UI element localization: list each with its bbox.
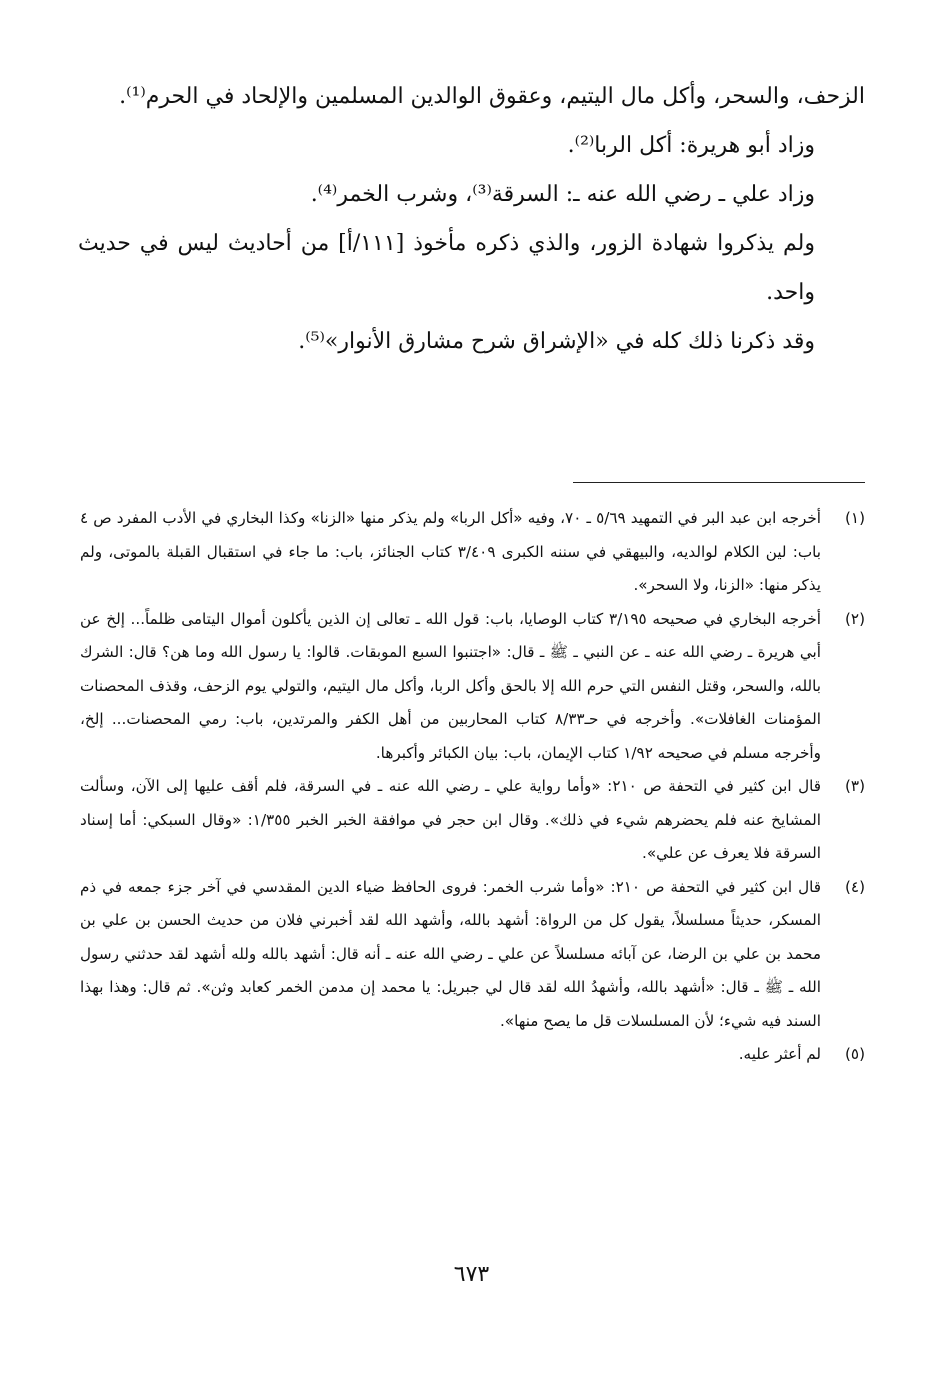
footnote-4 [80,871,865,1039]
main-text-body [78,72,865,366]
footnote-number: (٣) [844,777,865,795]
footnote-1 [80,502,865,603]
footnote-2 [80,603,865,771]
footnote-5 [80,1038,865,1072]
footnote-text: أخرجه ابن عبد البر في التمهيد ٥/٦٩ ـ ٧٠، وفيه «أكل الربا» ولم يذكر منها «الزنا» وكذا البخاري في الأدب المفرد ص ٤ باب: لين الكلام لوالديه، والبيهقي في سننه الكبرى ٣/٤٠٩ كتاب الجنائز، باب: ما جاء في استقبال القبلة بالموتى، ولم يذكر منها: «الزنا، ولا السحر». [80,509,821,594]
footnote-text: لم أعثر عليه. [738,1045,821,1063]
footnotes-section [80,502,865,1072]
footnote-number: (٢) [844,609,865,628]
main-paragraph-5: وقد ذكرنا ذلك كله في «الإشراق شرح مشارق الأنوار»⁽⁵⁾. [298,329,815,354]
footnote-number: (١) [844,509,865,527]
page-number: ٦٧٣ [453,1262,490,1287]
main-paragraph-3: وزاد علي ـ رضي الله عنه ـ: السرقة⁽³⁾، وشرب الخمر⁽⁴⁾. [310,182,815,207]
main-paragraph-4: ولم يذكروا شهادة الزور، والذي ذكره مأخوذ [١١١/أ] من أحاديث ليس في حديث واحد. [78,231,815,305]
footnote-number: (٥) [844,1045,865,1063]
footnote-separator [573,482,865,483]
footnote-text: قال ابن كثير في التحفة ص ٢١٠: «وأما رواية علي ـ رضي الله عنه ـ في السرقة، فلم أقف عليها إلى الآن، وسألت المشايخ عنه فلم يحضرهم شيء في ذلك». وقال ابن حجر في موافقة الخبر الخبر ١/٣٥٥: «وقال السبكي: أما إسناد السرقة فلا يعرف عن علي». [80,777,821,862]
footnote-text: قال ابن كثير في التحفة ص ٢١٠: «وأما شرب الخمر: فروى الحافظ ضياء الدين المقدسي في آخر جزء جمعه في ذم المسكر، حديثاً مسلسلاً، يقول كل من الرواة: أشهد بالله، وأشهد الله لقد أخبرني فلان من حديث الحسن بن علي بن محمد بن علي بن الرضا، عن آبائه مسلسلاً عن علي ـ رضي الله عنه ـ أنه قال: أشهد بالله ولله أشهد لقد حدثني رسول الله ـ ﷺ ـ قال: «أشهد بالله، وأشهدُ الله لقد قال لي جبريل: يا محمد إن مدمن الخمر كعابد وثن». ثم قال: وهذا بهذا السند فيه شيء؛ لأن المسلسلات قل ما يصح منها». [80,877,821,1030]
footnote-text: أخرجه البخاري في صحيحه ٣/١٩٥ كتاب الوصايا، باب: قول الله ـ تعالى إن الذين يأكلون أموال اليتامى ظلماً... إلخ عن أبي هريرة ـ رضي الله عنه ـ عن النبي ـ ﷺ ـ قال: «اجتنبوا السبع الموبقات. قالوا: يا رسول الله وما هن؟ قال: الشرك بالله، والسحر، وقتل النفس التي حرم الله إلا بالحق وأكل الربا، وأكل مال اليتيم، والتولي يوم الزحف، وقذف المحصنات المؤمنات الغافلات». وأخرجه في حـ٨/٣٣ كتاب المحاربين من أهل الكفر والمرتدين، باب: رمي المحصنات... إلخ، وأخرجه مسلم في صحيحه ١/٩٢ كتاب الإيمان، باب: بيان الكبائر وأكبرها. [80,609,822,762]
main-paragraph-2: وزاد أبو هريرة: أكل الربا⁽²⁾. [567,133,815,158]
main-paragraph-1: الزحف، والسحر، وأكل مال اليتيم، وعقوق الوالدين المسلمين والإلحاد في الحرم⁽¹⁾. [119,84,865,109]
footnote-number: (٤) [844,877,865,896]
footnote-3 [80,770,865,871]
